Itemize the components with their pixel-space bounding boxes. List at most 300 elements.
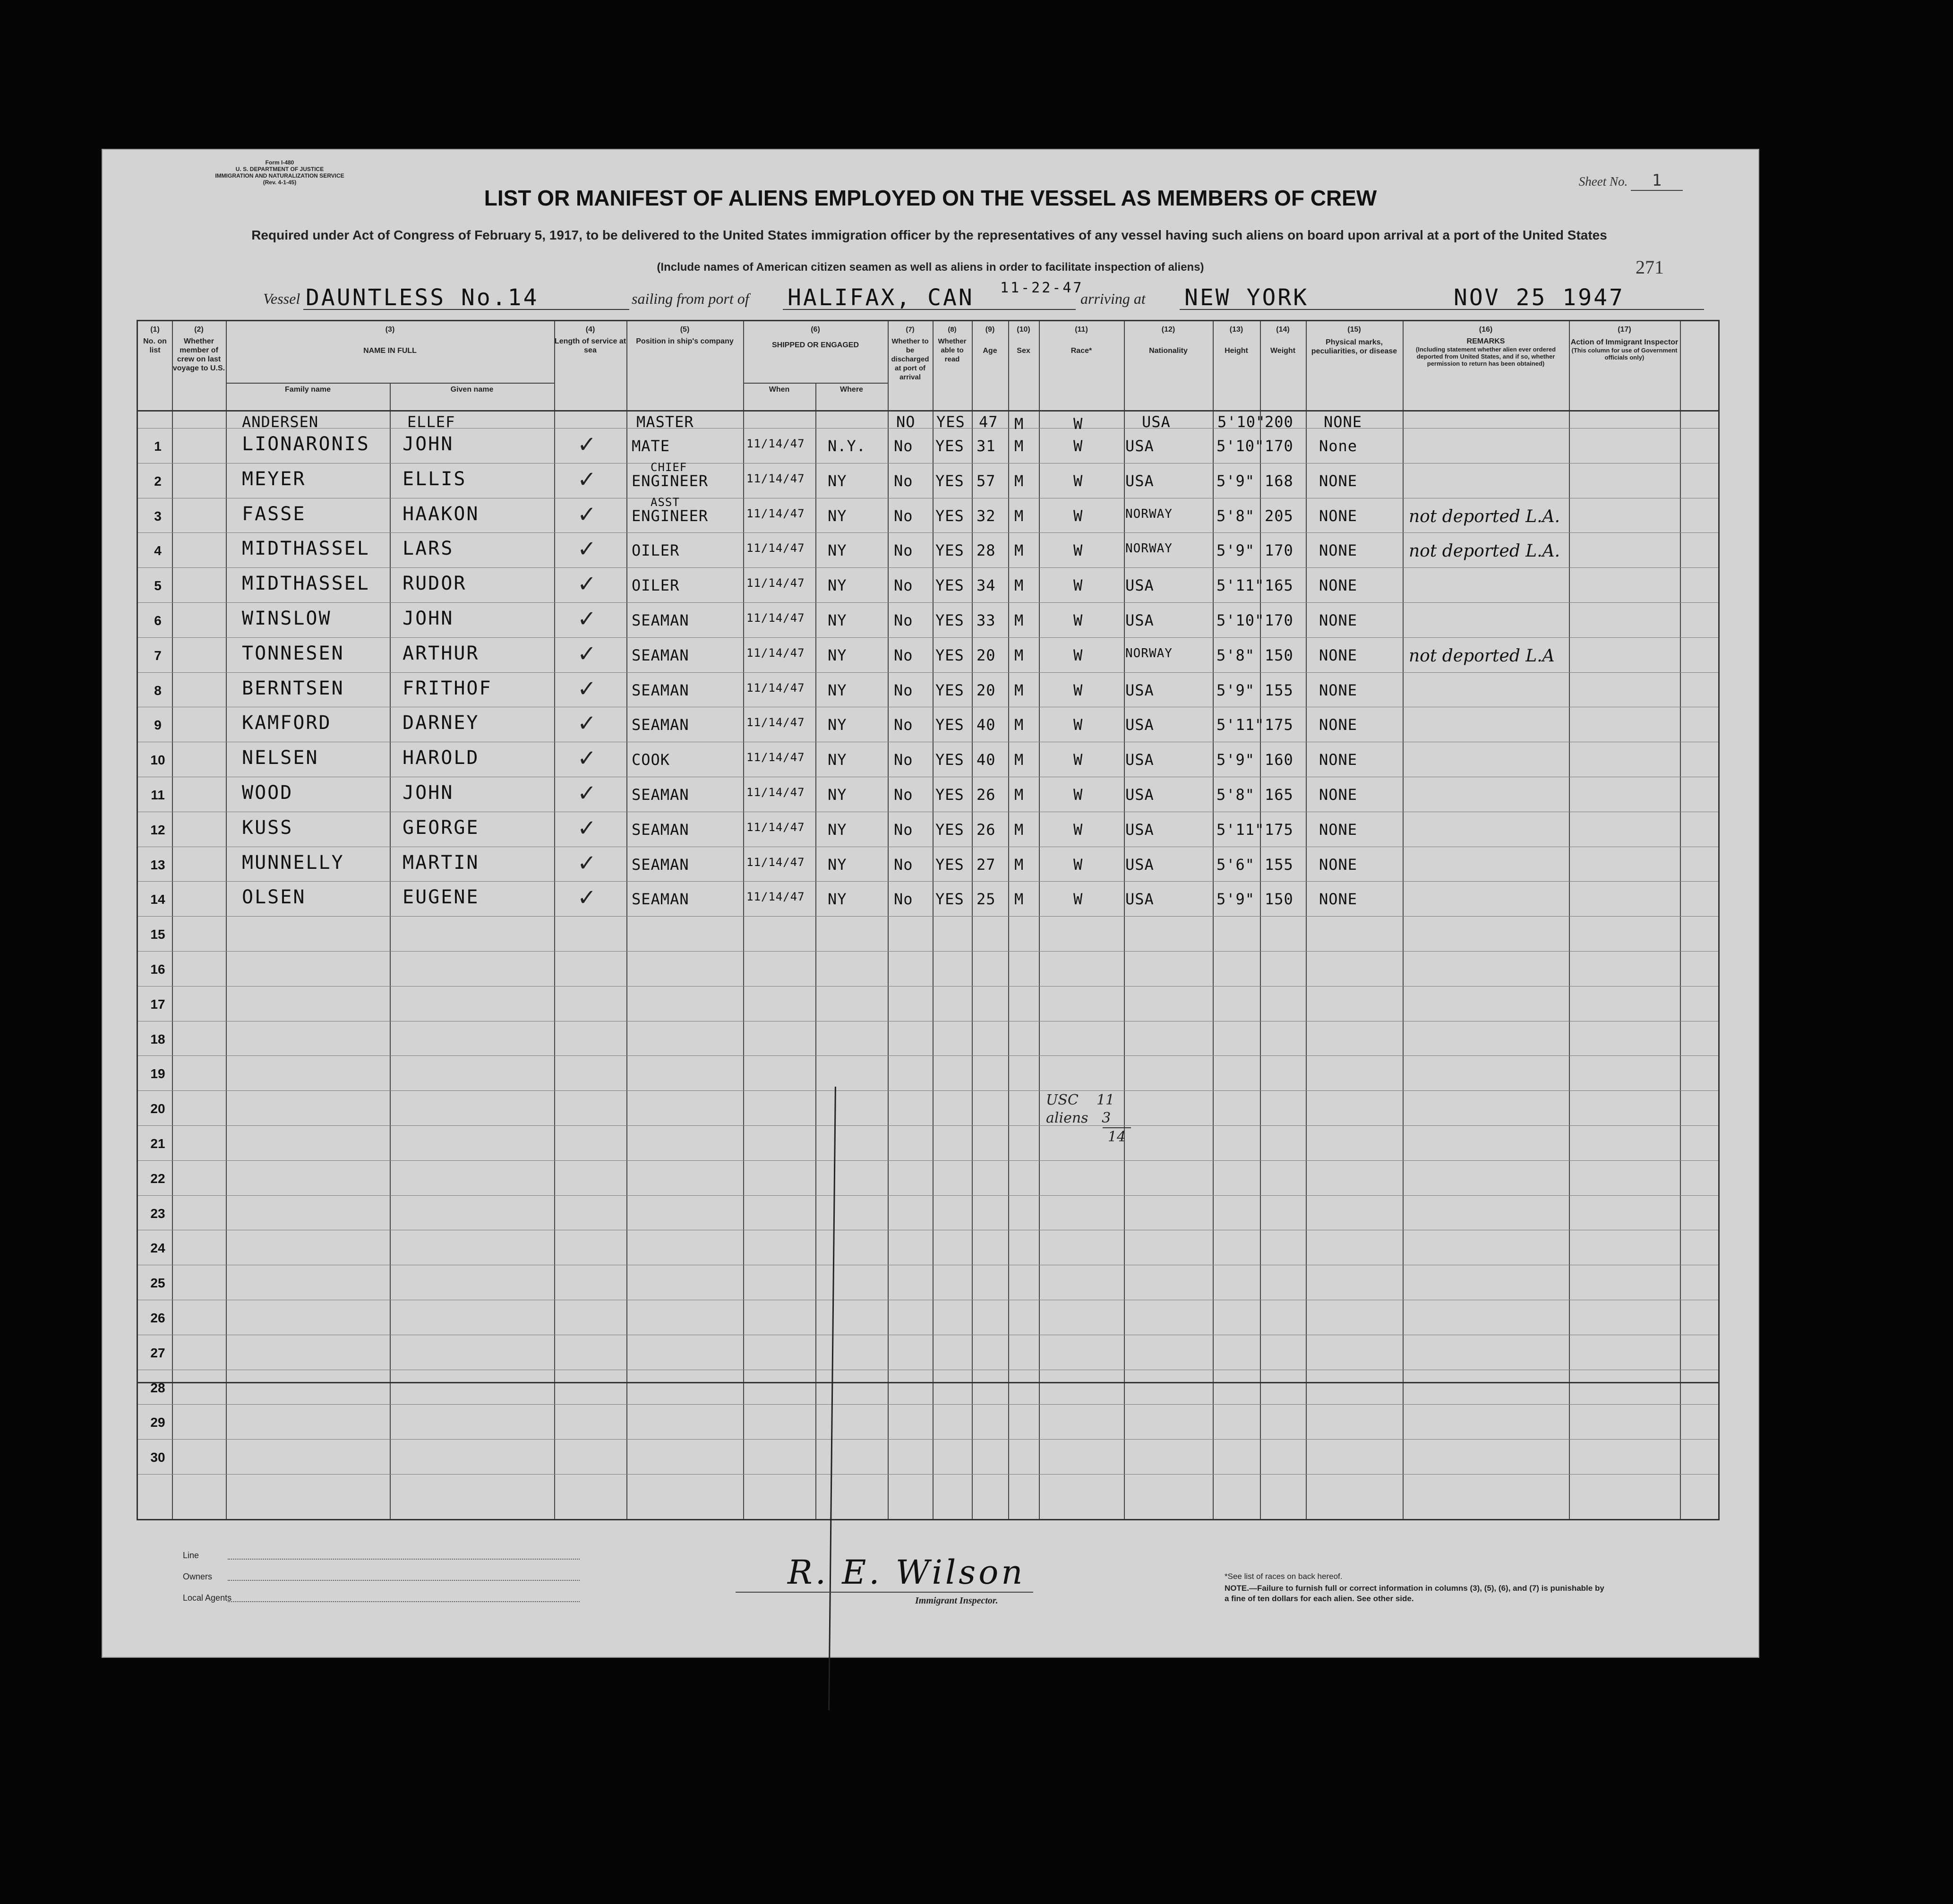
crew-sex: M	[1014, 472, 1024, 490]
crew-family-name: BERNTSEN	[242, 678, 344, 699]
crew-nationality: USA	[1125, 751, 1154, 769]
crew-family-name: NELSEN	[242, 747, 319, 769]
crew-shipped-when: 11/14/47	[746, 890, 805, 903]
crew-nationality: NORWAY	[1125, 507, 1173, 521]
crew-nationality: USA	[1125, 856, 1154, 874]
row-number: 21	[150, 1136, 165, 1151]
crew-discharged: No	[894, 786, 913, 804]
row-number: 22	[150, 1171, 165, 1186]
col-header-physical-marks: (15) Physical marks, peculiarities, or disease	[1311, 326, 1397, 355]
crew-age: 20	[976, 681, 996, 699]
row-rule	[138, 1055, 1718, 1056]
crew-physical-marks: NONE	[1319, 611, 1358, 629]
row-number: 29	[150, 1415, 165, 1430]
crew-position-prefix: CHIEF	[651, 461, 687, 474]
row-number: 6	[154, 613, 162, 628]
crew-family-name: TONNESEN	[242, 643, 344, 664]
crew-weight: 165	[1265, 786, 1293, 804]
crew-position: OILER	[632, 576, 680, 594]
checkmark-icon: ✓	[577, 431, 597, 458]
crew-given-name: JOHN	[403, 782, 454, 804]
crew-shipped-when: 11/14/47	[746, 576, 805, 590]
tally-usc: 11	[1096, 1092, 1115, 1108]
manifest-sheet	[102, 149, 1759, 1658]
crew-discharged: No	[894, 437, 913, 455]
crew-nationality: USA	[1125, 890, 1154, 908]
crew-shipped-where: NY	[828, 751, 847, 769]
crew-able-to-read: YES	[935, 716, 964, 734]
crew-remarks: not deported L.A.	[1409, 541, 1560, 561]
crew-race: W	[1073, 821, 1083, 839]
crew-discharged: No	[894, 507, 913, 525]
crew-able-to-read: YES	[935, 681, 964, 699]
crew-nationality: USA	[1125, 716, 1154, 734]
crew-sex: M	[1014, 541, 1024, 559]
crew-shipped-when: 11/14/47	[746, 716, 805, 729]
col-sub-when: When	[769, 386, 790, 394]
crew-nationality: NORWAY	[1125, 541, 1173, 556]
form-identifier	[178, 159, 381, 186]
crew-physical-marks: NONE	[1319, 856, 1358, 874]
crew-family-name: WINSLOW	[242, 608, 332, 629]
crew-position-prefix: ASST	[651, 496, 680, 509]
row-rule	[138, 1439, 1718, 1440]
crew-age: 20	[976, 646, 996, 664]
crew-age: 33	[976, 611, 996, 629]
crew-height: 5'9"	[1216, 541, 1255, 559]
checkmark-icon: ✓	[577, 536, 597, 562]
crew-nationality: NORWAY	[1125, 646, 1173, 660]
row-number: 30	[150, 1450, 165, 1465]
owners-label: Owners	[183, 1572, 213, 1581]
master-family-name: ANDERSEN	[242, 413, 319, 431]
master-race: W	[1073, 415, 1083, 433]
col-header-position: (5) Position in ship's company	[636, 326, 734, 345]
row-number: 17	[150, 997, 165, 1012]
crew-discharged: No	[894, 716, 913, 734]
crew-shipped-when: 11/14/47	[746, 472, 805, 485]
races-note: *See list of races on back hereof.	[1225, 1572, 1343, 1581]
crew-age: 40	[976, 751, 996, 769]
crew-discharged: No	[894, 576, 913, 594]
crew-physical-marks: NONE	[1319, 890, 1358, 908]
crew-height: 5'8"	[1216, 786, 1255, 804]
crew-height: 5'8"	[1216, 646, 1255, 664]
master-height: 5'10"	[1217, 413, 1266, 431]
checkmark-icon: ✓	[577, 466, 597, 493]
vessel-label: Vessel	[263, 290, 300, 307]
crew-physical-marks: NONE	[1319, 507, 1358, 525]
crew-height: 5'10"	[1216, 437, 1265, 455]
fine-note: NOTE.—Failure to furnish full or correct information in columns (3), (5), (6), and (7) is punishable by a fine of ten dollars for each alien. See other side.	[1225, 1584, 1604, 1603]
crew-height: 5'9"	[1216, 472, 1255, 490]
crew-remarks: not deported L.A	[1409, 646, 1555, 666]
sailing-date: 11-22-47	[1000, 280, 1084, 296]
crew-shipped-when: 11/14/47	[746, 786, 805, 799]
crew-race: W	[1073, 890, 1083, 908]
crew-given-name: EUGENE	[403, 886, 480, 908]
crew-height: 5'10"	[1216, 611, 1265, 629]
crew-weight: 165	[1265, 576, 1293, 594]
crew-shipped-where: NY	[828, 786, 847, 804]
master-given-name: ELLEF	[407, 413, 455, 431]
crew-given-name: ARTHUR	[403, 643, 480, 664]
crew-able-to-read: YES	[935, 646, 964, 664]
crew-sex: M	[1014, 437, 1024, 455]
crew-weight: 175	[1265, 716, 1293, 734]
checkmark-icon: ✓	[577, 641, 597, 667]
crew-table	[137, 320, 1720, 1520]
col-header-discharged: (7) Whether to be discharged at port of arrival	[891, 326, 929, 381]
row-number: 3	[154, 509, 162, 523]
checkmark-icon: ✓	[577, 884, 597, 911]
crew-shipped-where: NY	[828, 472, 847, 490]
crew-sex: M	[1014, 576, 1024, 594]
row-rule	[138, 1090, 1718, 1091]
row-rule	[138, 951, 1718, 952]
crew-family-name: MIDTHASSEL	[242, 573, 370, 594]
row-rule	[138, 637, 1718, 638]
crew-weight: 170	[1265, 437, 1293, 455]
crew-race: W	[1073, 646, 1083, 664]
tally-aliens: 3	[1102, 1110, 1111, 1126]
crew-physical-marks: NONE	[1319, 786, 1358, 804]
crew-able-to-read: YES	[935, 541, 964, 559]
col-header-weight: (14) Weight	[1270, 326, 1296, 355]
checkmark-icon: ✓	[577, 571, 597, 597]
row-number: 27	[150, 1346, 165, 1360]
crew-able-to-read: YES	[935, 507, 964, 525]
crew-family-name: FASSE	[242, 503, 306, 525]
row-rule	[138, 532, 1718, 533]
crew-weight: 170	[1265, 611, 1293, 629]
crew-family-name: KAMFORD	[242, 712, 332, 734]
crew-able-to-read: YES	[935, 576, 964, 594]
crew-able-to-read: YES	[935, 786, 964, 804]
crew-height: 5'9"	[1216, 890, 1255, 908]
master-nationality: USA	[1142, 413, 1171, 431]
crew-age: 28	[976, 541, 996, 559]
crew-remarks: not deported L.A.	[1409, 507, 1560, 526]
checkmark-icon: ✓	[577, 850, 597, 876]
arriving-label: arriving at	[1080, 290, 1146, 307]
col-header-no: (1) No. on list	[143, 326, 167, 354]
crew-position: SEAMAN	[632, 681, 689, 699]
crew-able-to-read: YES	[935, 821, 964, 839]
crew-nationality: USA	[1125, 437, 1154, 455]
crew-shipped-where: NY	[828, 890, 847, 908]
crew-sex: M	[1014, 681, 1024, 699]
col-header-inspector-action: (17) Action of Immigrant Inspector (This column for use of Government officials only)	[1570, 326, 1679, 361]
crew-physical-marks: NONE	[1319, 821, 1358, 839]
crew-shipped-when: 11/14/47	[746, 821, 805, 834]
checkmark-icon: ✓	[577, 501, 597, 528]
row-number: 19	[150, 1066, 165, 1081]
col-sub-where: Where	[840, 386, 863, 394]
line-field	[228, 1559, 580, 1560]
crew-shipped-where: NY	[828, 611, 847, 629]
crew-given-name: MARTIN	[403, 852, 480, 874]
master-age: 47	[979, 413, 998, 431]
row-number: 24	[150, 1241, 165, 1255]
crew-weight: 175	[1265, 821, 1293, 839]
crew-family-name: LIONARONIS	[242, 433, 370, 455]
row-number: 2	[154, 474, 162, 489]
col-header-shipped: (6) SHIPPED OR ENGAGED When Where	[743, 321, 888, 410]
checkmark-icon: ✓	[577, 780, 597, 806]
crew-weight: 168	[1265, 472, 1293, 490]
col-header-remarks: (16) REMARKS (Including statement whether alien ever ordered deported from United States, and if so, whether permission to return has been obtained)	[1415, 326, 1556, 367]
crew-race: W	[1073, 611, 1083, 629]
voyage-line	[263, 280, 1704, 313]
crew-height: 5'9"	[1216, 681, 1255, 699]
crew-race: W	[1073, 541, 1083, 559]
crew-physical-marks: NONE	[1319, 472, 1358, 490]
crew-shipped-when: 11/14/47	[746, 646, 805, 660]
crew-height: 5'11"	[1216, 821, 1265, 839]
master-marks: NONE	[1324, 413, 1362, 431]
crew-physical-marks: NONE	[1319, 576, 1358, 594]
row-rule	[138, 602, 1718, 603]
col-header-name: (3) NAME IN FULL Family name Given name	[226, 321, 554, 410]
crew-given-name: GEORGE	[403, 817, 480, 839]
row-rule	[138, 567, 1718, 568]
row-number: 5	[154, 578, 162, 593]
crew-position: SEAMAN	[632, 646, 689, 664]
row-number: 1	[154, 439, 162, 454]
crew-race: W	[1073, 856, 1083, 874]
crew-race: W	[1073, 716, 1083, 734]
row-rule	[138, 916, 1718, 917]
row-number: 7	[154, 648, 162, 663]
row-number: 28	[150, 1381, 165, 1395]
crew-given-name: RUDOR	[403, 573, 467, 594]
crew-position: SEAMAN	[632, 821, 689, 839]
crew-sex: M	[1014, 856, 1024, 874]
crew-position: SEAMAN	[632, 856, 689, 874]
crew-age: 40	[976, 716, 996, 734]
crew-position: ENGINEER	[632, 507, 709, 525]
crew-shipped-where: NY	[828, 681, 847, 699]
local-agents-field	[228, 1601, 580, 1602]
crew-physical-marks: NONE	[1319, 716, 1358, 734]
col-header-nationality: (12) Nationality	[1149, 326, 1188, 355]
crew-position: SEAMAN	[632, 611, 689, 629]
crew-age: 26	[976, 786, 996, 804]
crew-shipped-where: NY	[828, 576, 847, 594]
crew-discharged: No	[894, 541, 913, 559]
crew-height: 5'11"	[1216, 716, 1265, 734]
crew-age: 27	[976, 856, 996, 874]
tally-note	[1046, 1091, 1131, 1146]
crew-age: 25	[976, 890, 996, 908]
crew-height: 5'11"	[1216, 576, 1265, 594]
crew-weight: 155	[1265, 681, 1293, 699]
crew-nationality: USA	[1125, 786, 1154, 804]
line-label: Line	[183, 1551, 199, 1560]
crew-sex: M	[1014, 890, 1024, 908]
crew-weight: 160	[1265, 751, 1293, 769]
crew-height: 5'8"	[1216, 507, 1255, 525]
crew-nationality: USA	[1125, 821, 1154, 839]
page-subtitle: Required under Act of Congress of February 5, 1917, to be delivered to the United States immigration officer by the representatives of any vessel having such aliens on board upon arrival at a port of the United States	[251, 228, 1607, 242]
crew-shipped-when: 11/14/47	[746, 541, 805, 555]
crew-given-name: HAROLD	[403, 747, 480, 769]
crew-shipped-where: NY	[828, 856, 847, 874]
row-rule	[138, 1160, 1718, 1161]
col-header-height: (13) Height	[1225, 326, 1248, 355]
page-number: 271	[1636, 257, 1664, 278]
crew-able-to-read: YES	[935, 437, 964, 455]
crew-race: W	[1073, 681, 1083, 699]
row-number: 14	[150, 892, 165, 907]
row-number: 18	[150, 1032, 165, 1046]
row-rule	[138, 1404, 1718, 1405]
crew-discharged: No	[894, 751, 913, 769]
crew-shipped-when: 11/14/47	[746, 437, 805, 450]
tally-aliens-label: aliens	[1046, 1110, 1088, 1126]
crew-position: MATE	[632, 437, 670, 455]
crew-given-name: ELLIS	[403, 468, 467, 490]
crew-given-name: DARNEY	[403, 712, 480, 734]
row-number: 12	[150, 823, 165, 837]
checkmark-icon: ✓	[577, 745, 597, 772]
crew-age: 31	[976, 437, 996, 455]
department: U. S. DEPARTMENT OF JUSTICE	[235, 166, 324, 172]
row-number: 13	[150, 858, 165, 872]
crew-age: 34	[976, 576, 996, 594]
crew-race: W	[1073, 472, 1083, 490]
form-id: Form I-480	[265, 159, 294, 166]
crew-discharged: No	[894, 611, 913, 629]
crew-race: W	[1073, 786, 1083, 804]
crew-family-name: MIDTHASSEL	[242, 538, 370, 559]
inspector-label: Immigrant Inspector.	[915, 1595, 998, 1606]
crew-race: W	[1073, 576, 1083, 594]
row-rule	[138, 1125, 1718, 1126]
crew-shipped-where: NY	[828, 541, 847, 559]
crew-shipped-where: NY	[828, 821, 847, 839]
crew-shipped-when: 11/14/47	[746, 856, 805, 869]
sailing-label: sailing from port of	[632, 290, 749, 307]
port-to: NEW YORK	[1184, 284, 1309, 311]
tally-total: 14	[1103, 1127, 1131, 1146]
port-from: HALIFAX, CAN	[788, 284, 974, 311]
master-weight: 200	[1265, 413, 1293, 431]
checkmark-icon: ✓	[577, 606, 597, 632]
row-rule	[138, 881, 1718, 882]
crew-given-name: JOHN	[403, 433, 454, 455]
row-number: 8	[154, 683, 162, 698]
crew-race: W	[1073, 507, 1083, 525]
crew-shipped-when: 11/14/47	[746, 611, 805, 625]
row-rule	[138, 672, 1718, 673]
row-number: 20	[150, 1101, 165, 1116]
crew-position: COOK	[632, 751, 670, 769]
crew-family-name: MEYER	[242, 468, 306, 490]
crew-position: ENGINEER	[632, 472, 709, 490]
crew-weight: 155	[1265, 856, 1293, 874]
row-number: 15	[150, 927, 165, 942]
service: IMMIGRATION AND NATURALIZATION SERVICE	[215, 172, 344, 179]
crew-given-name: HAAKON	[403, 503, 480, 525]
crew-family-name: WOOD	[242, 782, 293, 804]
crew-nationality: USA	[1125, 576, 1154, 594]
crew-family-name: MUNNELLY	[242, 852, 344, 874]
row-number: 4	[154, 543, 162, 558]
crew-weight: 205	[1265, 507, 1293, 525]
crew-age: 26	[976, 821, 996, 839]
crew-sex: M	[1014, 646, 1024, 664]
crew-discharged: No	[894, 646, 913, 664]
col-header-race: (11) Race*	[1071, 326, 1092, 355]
crew-race: W	[1073, 437, 1083, 455]
row-number: 9	[154, 718, 162, 732]
row-number: 10	[150, 753, 165, 767]
crew-weight: 150	[1265, 890, 1293, 908]
sheet-label: Sheet No.	[1578, 174, 1628, 189]
crew-height: 5'6"	[1216, 856, 1255, 874]
arrival-date: NOV 25 1947	[1454, 284, 1625, 311]
master-position: MASTER	[636, 413, 694, 431]
col-header-last-voyage: (2) Whether member of crew on last voyage to U.S.	[172, 326, 225, 372]
crew-shipped-when: 11/14/47	[746, 751, 805, 764]
row-number: 23	[150, 1206, 165, 1221]
crew-sex: M	[1014, 507, 1024, 525]
crew-shipped-where: NY	[828, 646, 847, 664]
vessel-name: DAUNTLESS No.14	[306, 284, 539, 311]
checkmark-icon: ✓	[577, 815, 597, 841]
crew-physical-marks: None	[1319, 437, 1358, 455]
owners-field	[228, 1580, 580, 1581]
local-agents-label: Local Agents	[183, 1593, 232, 1603]
master-sex: M	[1014, 415, 1024, 433]
row-rule	[138, 1195, 1718, 1196]
crew-nationality: USA	[1125, 472, 1154, 490]
crew-nationality: USA	[1125, 681, 1154, 699]
crew-able-to-read: YES	[935, 472, 964, 490]
crew-discharged: No	[894, 821, 913, 839]
crew-physical-marks: NONE	[1319, 681, 1358, 699]
crew-height: 5'9"	[1216, 751, 1255, 769]
crew-family-name: KUSS	[242, 817, 293, 839]
crew-weight: 150	[1265, 646, 1293, 664]
crew-able-to-read: YES	[935, 856, 964, 874]
col-sub-family-name: Family name	[285, 386, 331, 394]
master-read: YES	[936, 413, 965, 431]
row-number: 11	[151, 788, 165, 802]
crew-discharged: No	[894, 472, 913, 490]
crew-given-name: LARS	[403, 538, 454, 559]
crew-discharged: No	[894, 890, 913, 908]
crew-physical-marks: NONE	[1319, 541, 1358, 559]
crew-shipped-when: 11/14/47	[746, 507, 805, 520]
col-header-read: (8) Whether able to read	[938, 326, 967, 363]
tally-usc-label: USC	[1046, 1092, 1079, 1108]
row-number: 16	[150, 962, 165, 977]
crew-shipped-where: NY	[828, 507, 847, 525]
crew-discharged: No	[894, 856, 913, 874]
crew-sex: M	[1014, 716, 1024, 734]
sheet-value: 1	[1631, 171, 1683, 191]
crew-position: SEAMAN	[632, 786, 689, 804]
crew-shipped-where: NY	[828, 716, 847, 734]
row-rule	[138, 1474, 1718, 1475]
crew-given-name: FRITHOF	[403, 678, 492, 699]
crew-family-name: OLSEN	[242, 886, 306, 908]
master-discharged: NO	[896, 413, 916, 431]
crew-position: OILER	[632, 541, 680, 559]
